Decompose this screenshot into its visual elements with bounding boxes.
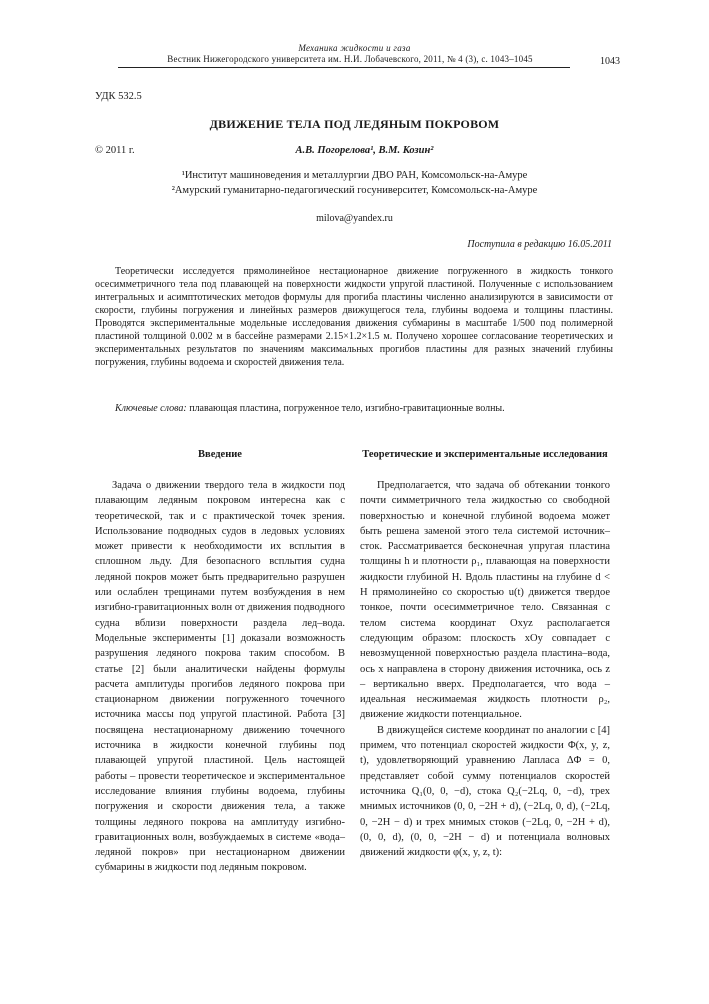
- udk-code: УДК 532.5: [95, 91, 142, 102]
- left-column: [95, 447, 345, 876]
- abstract: Теоретически исследуется прямолинейное нестационарное движение погруженного в жидкость тонкого осесимметричного тела под плавающей на поверхности жидкости упругой пластиной. Полученные с использованием интегральных и асимптотических методов формулы для прогиба пластины численно анализируются в зависимости от скорости, глубины погружения и линейных размеров движущегося тела, глубины водоема и толщины пластины. Проводятся экспериментальные модельные исследования движения субмарины в масштабе 1/500 под полимерной пластиной толщиной 0.002 м в бассейне размерами 2.15×1.2×1.5 м. Получено хорошее согласование теоретических и экспериментальных результатов по значениям максимальных прогибов пластины для разных значений глубины погружения, глубины водоема и скоростей движения тела.: [95, 266, 613, 368]
- page-number: 1043: [600, 56, 620, 67]
- journal-section-title: Механика жидкости и газа: [298, 43, 411, 53]
- header-rule: [118, 67, 570, 68]
- theory-paragraph-1: Предполагается, что задача об обтекании тонкого почти симметричного тела жидкостью со свободной поверхностью и конечной глубиной водоема может быть решена заменой этого тела системой источник–сток. Рассматривается бесконечная упругая пластина толщины h и плотности ρ₁, плавающая на поверхности жидкости глубиной H. Вдоль пластины на глубине d < H прямолинейно со скоростью u(t) движется твердое тонкое, почти осесимметричное тело. Связанная с телом система координат Oxyz располагается следующим образом: плоскость xOy совпадает с невозмущенной поверхностью раздела пластина–вода, ось x направлена в сторону движения источника, ось z – вертикально вверх. Предполагается, что вода – идеальная несжимаемая жидкость плотности ρ₂, движение жидкости потенциальное.: [360, 480, 610, 721]
- author-email[interactable]: milova@yandex.ru: [316, 213, 393, 224]
- keywords-text: плавающая пластина, погруженное тело, изгибно-гравитационные волны.: [186, 403, 505, 414]
- intro-paragraph: Задача о движении твердого тела в жидкости под плавающим ледяным покровом интересна как с теоретической, так и с практической точек зрения. Использование подводных судов в ледовых условиях может привести к необходимости их всплытия в сплошном льду. Для безопасного всплытия судна ледяной покров может быть предварительно разрушен или ослаблен трещинами путем возбуждения в нем изгибно-гравитационных волн от движения подводного судна вблизи поверхности раздела лед–вода. Модельные эксперименты [1] доказали возможность разрушения ледяного покрова таким способом. В статье [2] были аналитически найдены формулы расчета амплитуды прогибов ледяного покрова при стационарном движении погруженного точечного источника массы под упругой пластиной. Работа [3] посвящена нестационарному движению точечного источника в жидкости конечной глубины под плавающей упругой пластиной. Цель настоящей работы – провести теоретическое и экспериментальное исследование влияния глубины водоема, глубины погружения и скорости движения тела, а также толщины ледяного покрова на амплитуду изгибно-гравитационных волн, возбуждаемых в системе «вода–ледяной покров» при нестационарном движении субмарины в жидкости под ледяным покровом.: [95, 480, 345, 874]
- copyright: © 2011 г.: [95, 145, 135, 156]
- right-column: [360, 447, 610, 860]
- keywords: [95, 403, 613, 414]
- authors: А.В. Погорелова¹, В.М. Козин²: [295, 145, 434, 156]
- received-date: Поступила в редакцию 16.05.2011: [467, 239, 612, 250]
- journal-citation: Вестник Нижегородского университета им. Н.И. Лобачевского, 2011, № 4 (3), с. 1043–1045: [167, 54, 533, 64]
- affiliation-2: ²Амурский гуманитарно-педагогический госуниверситет, Комсомольск-на-Амуре: [171, 185, 538, 196]
- theory-heading: Теоретические и экспериментальные исследования: [362, 449, 608, 460]
- theory-paragraph-2: В движущейся системе координат по аналогии с [4] примем, что потенциал скоростей жидкости Φ(x, y, z, t), удовлетворяющий уравнению Лапласа ΔΦ = 0, представляет собой сумму потенциалов скоростей источника Q₁(0, 0, −d), стока Q₂(−2Lq, 0, −d), трех мнимых источников (0, 0, −2H + d), (−2Lq, 0, d), (−2Lq, 0, −2H − d) и трех мнимых стоков (−2Lq, 0, −2H + d), (0, 0, d), (0, 0, −2H − d) и потенциала волновых движений жидкости φ(x, y, z, t):: [360, 724, 610, 859]
- article-title: ДВИЖЕНИЕ ТЕЛА ПОД ЛЕДЯНЫМ ПОКРОВОМ: [209, 117, 500, 131]
- affiliation-1: ¹Институт машиноведения и металлургии ДВО РАН, Комсомольск-на-Амуре: [181, 170, 528, 181]
- keywords-label: Ключевые слова:: [115, 403, 187, 414]
- intro-heading: Введение: [198, 449, 242, 460]
